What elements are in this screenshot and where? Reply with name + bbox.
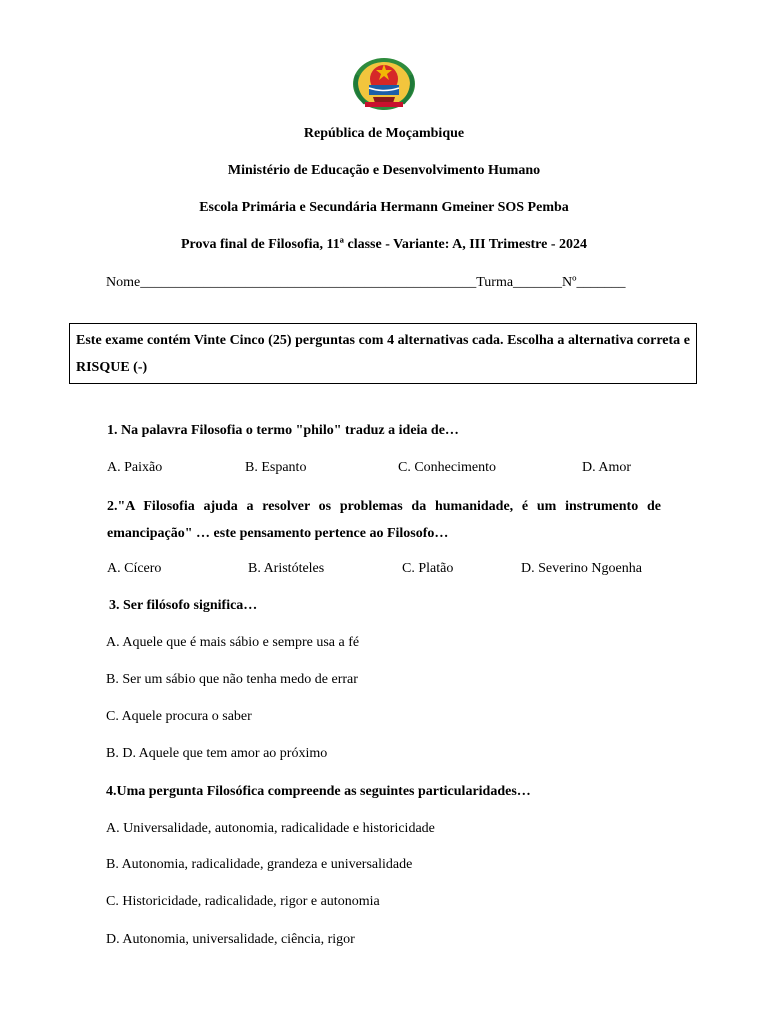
mozambique-coat-of-arms-icon [351, 55, 417, 111]
name-label: Nome [106, 275, 141, 290]
question-2: 2."A Filosofia ajuda a resolver os problemas da humanidade, é um instrumento de emancipação" … este pensamento pertence ao Filosofo… [107, 499, 661, 541]
question-4: 4.Uma pergunta Filosófica compreende as seguintes particularidades… [106, 784, 531, 799]
q3-option-a[interactable]: A. Aquele que é mais sábio e sempre usa a fé [106, 635, 360, 650]
question-1: 1. Na palavra Filosofia o termo "philo" traduz a ideia de… [107, 423, 459, 438]
q3-option-d[interactable]: B. D. Aquele que tem amor ao próximo [106, 746, 328, 761]
instructions-box: Este exame contém Vinte Cinco (25) perguntas com 4 alternativas cada. Escolha a alternativa correta e RISQUE (-) [69, 323, 697, 384]
q1-option-d[interactable]: D. Amor [582, 460, 631, 475]
question-3: 3. Ser filósofo significa… [109, 598, 258, 613]
q2-option-d[interactable]: D. Severino Ngoenha [521, 561, 642, 576]
country-name: República de Moçambique [303, 126, 465, 141]
student-info-line [106, 275, 626, 291]
q4-option-d[interactable]: D. Autonomia, universalidade, ciência, rigor [106, 932, 355, 947]
q4-option-a[interactable]: A. Universalidade, autonomia, radicalidade e historicidade [106, 821, 435, 836]
numero-field[interactable]: _______ [576, 275, 626, 290]
q4-option-c[interactable]: C. Historicidade, radicalidade, rigor e autonomia [106, 894, 380, 909]
exam-title: Prova final de Filosofia, 11ª classe - Variante: A, III Trimestre - 2024 [180, 237, 588, 252]
turma-field[interactable]: _______ [513, 275, 563, 290]
q3-option-b[interactable]: B. Ser um sábio que não tenha medo de errar [106, 672, 358, 687]
q2-option-c[interactable]: C. Platão [402, 561, 454, 576]
q1-option-b[interactable]: B. Espanto [245, 460, 307, 475]
q4-option-b[interactable]: B. Autonomia, radicalidade, grandeza e universalidade [106, 857, 413, 872]
numero-label: Nº [562, 275, 577, 290]
q1-option-a[interactable]: A. Paixão [107, 460, 163, 475]
name-field[interactable]: ________________________________________________ [140, 275, 477, 290]
q1-option-c[interactable]: C. Conhecimento [398, 460, 496, 475]
ministry-name: Ministério de Educação e Desenvolvimento Humano [227, 163, 541, 178]
school-name: Escola Primária e Secundária Hermann Gmeiner SOS Pemba [199, 200, 569, 215]
turma-label: Turma [476, 275, 514, 290]
q3-option-c[interactable]: C. Aquele procura o saber [106, 709, 252, 724]
q2-option-b[interactable]: B. Aristóteles [248, 561, 325, 576]
q2-option-a[interactable]: A. Cícero [107, 561, 162, 576]
